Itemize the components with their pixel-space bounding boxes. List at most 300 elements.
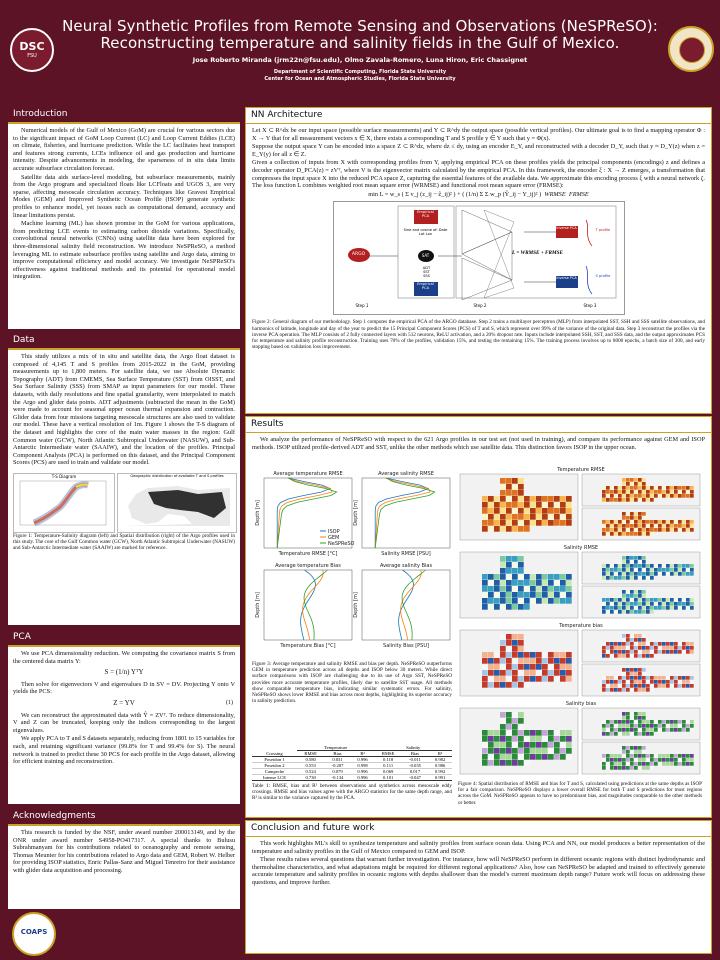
spatial-error-maps [458,465,704,781]
map-cell [618,606,622,610]
map-cell [548,670,554,676]
temperature-group-header: Temperature [297,745,375,751]
map-cell [686,528,690,532]
map-cell [512,652,518,658]
map-cell [602,576,606,580]
map-cell [670,754,674,758]
map-cell [536,580,542,586]
map-cell [518,478,524,484]
map-cell [686,724,690,728]
map-cell [638,494,642,498]
map-cell [500,760,506,766]
map-cell [518,562,524,568]
map-cell [554,574,560,580]
map-cell [650,758,654,762]
table-cell: 0.996 [357,757,368,762]
map-cell [690,494,694,498]
map-cell [482,760,488,766]
map-block-title: Salinity RMSE [563,545,599,551]
map-cell [654,564,658,568]
map-cell [622,532,626,536]
map-cell [518,490,524,496]
map-cell [602,684,606,688]
map-cell [566,736,572,742]
map-cell [638,650,642,654]
map-cell [650,754,654,758]
map-cell [512,658,518,664]
map-cell [602,728,606,732]
map-cell [678,646,682,650]
map-cell [630,560,634,564]
map-cell [678,568,682,572]
map-cell [488,598,494,604]
map-cell [622,556,626,560]
map-cell [690,606,694,610]
map-cell [634,482,638,486]
map-cell [658,754,662,758]
map-cell [566,664,572,670]
map-cell [482,652,488,658]
map-cell [548,754,554,760]
map-cell [602,564,606,568]
map-cell [606,598,610,602]
map-cell [670,490,674,494]
map-cell [626,766,630,770]
map-cell [482,502,488,508]
map-cell [642,524,646,528]
map-cell [670,528,674,532]
pcs-equation-text: Z = YV [113,698,135,707]
wrmse-label: WRMSE [544,190,566,198]
map-cell [646,646,650,650]
map-cell [536,676,542,682]
pca-body [8,647,240,770]
map-cell [618,646,622,650]
map-cell [530,520,536,526]
map-cell [662,564,666,568]
map-cell [494,598,500,604]
map-cell [630,646,634,650]
map-cell [674,754,678,758]
map-cell [642,478,646,482]
map-cell [682,486,686,490]
map-cell [518,760,524,766]
map-cell [482,670,488,676]
map-cell [622,668,626,672]
map-cell [482,520,488,526]
map-cell [690,520,694,524]
map-cell [554,598,560,604]
map-cell [682,490,686,494]
map-cell [622,680,626,684]
map-cell [606,724,610,728]
map-cell [674,728,678,732]
map-cell [506,556,512,562]
map-cell [638,590,642,594]
map-cell [666,490,670,494]
map-cell [602,654,606,658]
results-title: Results [246,417,711,433]
map-cell [542,598,548,604]
map-cell [650,564,654,568]
map-cell [524,652,530,658]
map-cell [666,564,670,568]
map-cell [610,758,614,762]
intro-paragraph-2: Satellite data aids surface-level modeling, but subsurface measurements, mainly from the Argo program and specialized floats like LCFloats and UGOS 3, are very sparse, affecting mesoscale circulation accuracy. Techniques like Gravest Empirical Modes (GEM) and Improved Synthetic Ocean Profile (ISOP) generate synthetic profiles to enhance model, yet issues such as computational demand, accuracy and linear limitations persist. [13,173,235,219]
map-cell [622,654,626,658]
map-cell [506,520,512,526]
map-cell [524,670,530,676]
map-cell [682,684,686,688]
map-cell [682,728,686,732]
map-cell [666,680,670,684]
map-cell [638,732,642,736]
map-cell [690,676,694,680]
map-cell [606,758,610,762]
map-cell [642,676,646,680]
map-cell [646,598,650,602]
map-cell [610,724,614,728]
map-cell [674,646,678,650]
map-cell [662,650,666,654]
title-line-2: Reconstructing temperature and salinity fields in the Gulf of Mexico. [100,34,620,52]
map-cell [626,680,630,684]
map-cell [638,750,642,754]
map-cell [690,724,694,728]
map-cell [646,724,650,728]
plot-x-label: Salinity RMSE [PSU] [381,551,431,557]
map-cell [482,574,488,580]
map-cell [494,742,500,748]
map-cell [662,568,666,572]
map-cell [614,762,618,766]
map-cell [650,724,654,728]
ts-diagram [13,473,115,533]
map-cell [482,514,488,520]
map-cell [618,572,622,576]
map-cell [500,676,506,682]
map-cell [630,532,634,536]
map-cell [666,520,670,524]
map-cell [542,676,548,682]
methodology-diagram [333,201,625,315]
map-cell [536,748,542,754]
map-cell [548,664,554,670]
figure-3-caption: Figure 3: Average temperature and salinity RMSE and bias per depth. NeSPReSO outperforms GEM in temperature prediction across all depths and ISOP below 30 meters. While direct surface comparisons with ISOP are challenging due to its use of Argo SST, NeSPReSO provides more accurate temperature profiles, likely due to satellite SST usage. All methods show comparable temperature bias, indicating similar systematic errors. For salinity, NeSPReSO shows lower RMSE and bias across most depths, highlighting its superior accuracy in salinity prediction. [252,661,452,705]
map-cell [512,592,518,598]
map-cell [634,520,638,524]
map-cell [536,520,542,526]
map-cell [614,528,618,532]
map-cell [524,658,530,664]
map-cell [674,524,678,528]
map-cell [690,720,694,724]
map-cell [674,494,678,498]
map-cell [674,520,678,524]
map-cell [634,758,638,762]
map-cell [682,606,686,610]
map-cell [530,730,536,736]
map-cell [602,720,606,724]
map-cell [548,736,554,742]
map-cell [530,664,536,670]
map-cell [560,574,566,580]
map-cell [622,568,626,572]
map-cell [494,508,500,514]
map-cell [638,684,642,688]
map-cell [530,652,536,658]
map-cell [614,766,618,770]
map-cell [630,602,634,606]
map-cell [654,494,658,498]
map-cell [630,606,634,610]
conclusion-paragraph-2: These results raises several questions that warrant further investigation. For instance, how will NeSPReSO perform in different oceanic regions with distinct hydrodynamic and thermohaline characteristics, and what adaptations might be required for different regional applications? Also, how can NeSPReSO be adapted and trained to effectively generate accurate temperature and salinity profiles in oceanic regions with depths shallower than the model's current maximum depth range? Future work will focus on addressing these questions, and improve further. [252,856,705,886]
map-cell [560,748,566,754]
map-cell [500,670,506,676]
map-cell [606,494,610,498]
map-cell [626,516,630,520]
map-cell [642,746,646,750]
map-cell [602,494,606,498]
map-cell [642,516,646,520]
legend-label: GEM [328,535,340,541]
map-cell [506,682,512,688]
map-cell [638,688,642,692]
map-cell [678,676,682,680]
map-cell [614,720,618,724]
map-cell [670,642,674,646]
map-cell [642,590,646,594]
map-cell [658,524,662,528]
map-cell [524,586,530,592]
map-cell [518,526,524,532]
map-cell [488,586,494,592]
map-cell [614,490,618,494]
map-cell [666,758,670,762]
map-cell [488,736,494,742]
map-cell [654,598,658,602]
intro-paragraph-3: Machine learning (ML) has shown promise in the GoM for various applications, from predicting LCE events to estimating carbon dioxide variations. Specifically, convolutional neural networks (CNNs) using satellite data have been explored for three-dimensional salinity field reconstruction. We introduce NeSPReSO, a method leveraging ML to estimate subsurface profiles using satellite and Argo data, aiming to improve computational efficiency and model accuracy. We investigate NeSPReSO's effectiveness against traditional methods and its potential for operational model integration. [13,220,235,281]
map-cell [622,688,626,692]
map-cell [678,524,682,528]
table-cell: 0.991 [434,775,446,780]
map-cell [670,572,674,576]
map-cell [518,652,524,658]
map-cell [638,594,642,598]
diagram-step-2: Step 2 [473,303,487,309]
map-cell [536,508,542,514]
dsc-logo-text: DSC [19,40,45,53]
map-cell [690,646,694,650]
map-cell [554,730,560,736]
map-cell [602,486,606,490]
map-cell [542,730,548,736]
map-cell [642,766,646,770]
map-cell [650,524,654,528]
map-cell [626,498,630,502]
map-cell [642,672,646,676]
map-cell [630,672,634,676]
table-cell: 0.079 [332,769,343,774]
map-cell [634,716,638,720]
equation-number: (1) [226,699,233,706]
map-cell [610,646,614,650]
map-cell [674,642,678,646]
map-cell [662,728,666,732]
map-cell [500,496,506,502]
map-cell [634,606,638,610]
map-cell [650,654,654,658]
map-cell [642,750,646,754]
map-cell [622,520,626,524]
map-cell [666,684,670,688]
map-cell [610,688,614,692]
map-cell [548,496,554,502]
acknowledgments-body [8,826,240,879]
plot-frame [362,570,450,640]
map-cell [610,684,614,688]
map-cell [682,762,686,766]
map-cell [614,576,618,580]
map-cell [638,654,642,658]
map-cell [662,724,666,728]
map-cell [662,520,666,524]
map-cell [482,598,488,604]
map-cell [566,670,572,676]
map-cell [610,598,614,602]
map-cell [686,572,690,576]
map-cell [482,748,488,754]
map-cell [488,760,494,766]
map-cell [500,574,506,580]
map-cell [654,754,658,758]
map-cell [630,676,634,680]
map-cell [494,736,500,742]
map-cell [506,736,512,742]
map-cell [646,758,650,762]
map-cell [666,724,670,728]
map-cell [626,606,630,610]
map-cell [634,646,638,650]
map-cell [524,742,530,748]
map-cell [654,568,658,572]
map-cell [630,716,634,720]
map-cell [626,746,630,750]
map-cell [548,676,554,682]
map-cell [602,762,606,766]
pca-panel [8,630,240,804]
map-cell [494,676,500,682]
map-cell [512,604,518,610]
map-cell [542,658,548,664]
map-cell [512,664,518,670]
map-cell [638,516,642,520]
map-cell [488,502,494,508]
map-cell [512,526,518,532]
map-cell [682,724,686,728]
map-cell [642,572,646,576]
title-line-1: Neural Synthetic Profiles from Remote Sensing and Observations (NeSPReSO): [62,17,658,35]
map-cell [518,568,524,574]
map-cell [506,730,512,736]
map-cell [500,742,506,748]
map-cell [666,568,670,572]
map-cell [670,720,674,724]
map-cell [690,568,694,572]
map-cell [488,508,494,514]
map-cell [482,604,488,610]
map-cell [682,720,686,724]
map-cell [650,598,654,602]
map-cell [506,562,512,568]
dsc-logo [10,28,54,72]
map-cell [512,508,518,514]
map-cell [650,650,654,654]
map-cell [642,606,646,610]
map-cell [650,720,654,724]
map-cell [690,650,694,654]
map-cell [554,514,560,520]
map-cell [530,574,536,580]
map-cell [662,486,666,490]
map-cell [506,670,512,676]
map-cell [678,728,682,732]
map-cell [638,520,642,524]
map-cell [674,720,678,724]
map-cell [606,642,610,646]
map-cell [666,676,670,680]
map-cell [662,754,666,758]
map-cell [642,754,646,758]
map-cell [642,486,646,490]
map-cell [642,634,646,638]
map-cell [662,602,666,606]
table-cell: Campeche [264,769,285,774]
map-cell [630,746,634,750]
map-cell [682,642,686,646]
map-cell [506,508,512,514]
map-cell [512,724,518,730]
map-cell [634,688,638,692]
map-cell [530,496,536,502]
map-block-title: Temperature RMSE [557,467,605,473]
map-cell [602,602,606,606]
table-cell: 0.998 [357,763,368,768]
map-cell [646,524,650,528]
map-cell [606,532,610,536]
map-cell [518,640,524,646]
map-cell [488,742,494,748]
map-cell [560,580,566,586]
map-cell [618,486,622,490]
map-cell [566,580,572,586]
map-cell [524,508,530,514]
map-cell [690,754,694,758]
map-cell [512,520,518,526]
map-cell [638,606,642,610]
map-cell [642,642,646,646]
map-cell [634,564,638,568]
map-cell [488,514,494,520]
map-cell [614,758,618,762]
map-cell [686,728,690,732]
map-cell [630,594,634,598]
map-cell [674,572,678,576]
map-cell [634,654,638,658]
map-cell [626,576,630,580]
table-cell: 0.553 [305,763,316,768]
map-cell [542,496,548,502]
